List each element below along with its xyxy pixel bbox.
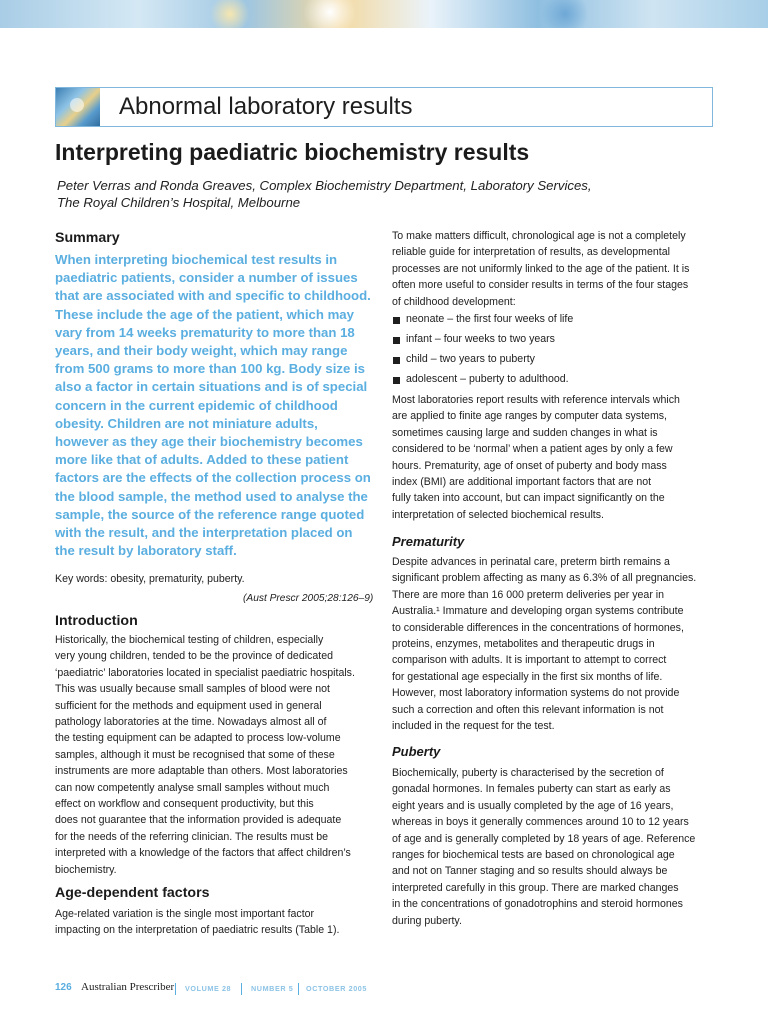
authors-line: The Royal Children’s Hospital, Melbourne [57,195,301,210]
prematurity-paragraph [392,554,696,734]
para-line: of childhood development: [392,295,516,308]
footer-divider [241,983,242,995]
summary-line: years, and their body weight, which may range [55,343,348,359]
para-line: index (BMI) are additional important factors that are not [392,476,652,489]
summary-text [55,251,377,560]
square-bullet-icon [393,357,400,364]
para-line: the testing equipment can be adapted to process low-volume [55,732,341,745]
page-number: 126 [55,982,72,993]
summary-line: however as they age their biochemistry becomes [55,434,363,450]
para-line: sufficient for the methods and equipment used in general [55,699,322,712]
para-line: such a correction and often this relevant information is not [392,703,664,716]
para-line: hours. Prematurity, age of onset of puberty and body mass [392,459,667,472]
section-thumbnail-image [56,88,100,126]
puberty-paragraph [392,765,695,929]
summary-line: concern in the current epidemic of childhood [55,397,338,413]
section-title-box [55,87,713,127]
para-line: and not on Tanner staging and so results should always be [392,865,668,878]
square-bullet-icon [393,337,400,344]
authors-line: Peter Verras and Ronda Greaves, Complex Biochemistry Department, Laboratory Services, [57,178,592,193]
para-line: Age-related variation is the single most important factor [55,908,315,920]
keywords: Key words: obesity, prematurity, puberty. [55,573,245,585]
para-line: gonadal hormones. In females puberty can start as early as [392,783,671,796]
para-line: instruments are more adaptable than others. Most laboratories [55,765,348,778]
right-intro-paragraph [392,228,689,310]
para-line: included in the request for the test. [392,720,555,733]
para-line: reliable guide for interpretation of results, as developmental [392,246,670,259]
para-line: significant problem affecting as many as 6.3% of all pregnancies. [392,572,697,585]
para-line: However, most laboratory information systems do not provide [392,687,680,700]
summary-heading: Summary [55,230,120,246]
age-factors-paragraph [55,906,339,939]
para-line: comparison with adults. It is important to attempt to correct [392,654,667,667]
introduction-heading: Introduction [55,613,138,629]
para-line: sometimes causing large and sudden changes in what is [392,426,658,439]
para-line: very young children, tended to be the province of dedicated [55,650,333,663]
summary-line: more like that of adults. Added to these patient [55,452,349,468]
para-line: eight years and is usually completed by the age of 16 years, [392,799,674,812]
para-line: Despite advances in perinatal care, preterm birth remains a [392,556,670,568]
summary-line: vary from 14 weeks prematurity to more than 18 [55,324,355,340]
summary-line: paediatric patients, consider a number of issues [55,270,358,286]
summary-line: sample, the source of the reference range quoted [55,506,365,522]
para-line: impacting on the interpretation of paediatric results (Table 1). [55,924,340,937]
para-line: to considerable differences in the concentrations of hormones, [392,621,684,634]
para-line: for gestational age especially in the first six months of life. [392,670,663,683]
para-line: considered to be ‘normal’ when a patient ages by only a few [392,443,673,456]
para-line: whereas in boys it generally commences around 10 to 12 years [392,816,689,829]
para-line: There are more than 16 000 preterm deliveries per year in [392,588,665,601]
footer-date: OCTOBER 2005 [306,984,367,993]
summary-line: also a factor in certain situations and is of special [55,379,368,395]
para-line: Australia.¹ Immature and developing organ systems contribute [392,605,684,618]
para-line: in the concentrations of gonadotrophins and steroid hormones [392,898,683,911]
para-line: proteins, enzymes, metabolites and therapeutic drugs in [392,638,655,651]
prematurity-heading: Prematurity [392,534,465,549]
para-line: interpretation of selected biochemical results. [392,508,604,521]
para-line: interpreted with a knowledge of the factors that affect children’s [55,847,351,860]
journal-name: Australian Prescriber [81,981,175,993]
para-line: ranges for biochemical tests are based on chronological age [392,849,675,862]
summary-line: factors are the effects of the collection process on [55,470,371,486]
para-line: This was usually because small samples of blood were not [55,683,330,696]
summary-line: the blood sample, the method used to analyse the [55,488,368,504]
para-line: pathology laboratories at the time. Nowadays almost all of [55,716,327,729]
para-line: Historically, the biochemical testing of children, especially [55,634,324,646]
para-line: ‘paediatric’ laboratories located in specialist paediatric hospitals. [55,666,355,679]
para-line: for the needs of the referring clinician. The results must be [55,830,329,843]
citation: (Aust Prescr 2005;28:126–9) [243,593,374,604]
para-line: fully taken into account, but can impact significantly on the [392,492,665,505]
para-line: To make matters difficult, chronological age is not a completely [392,230,686,242]
reference-intervals-paragraph [392,392,680,523]
para-line: effect on workflow and consequent productivity, but this [55,798,314,811]
summary-line: When interpreting biochemical test results in [55,252,338,267]
footer-divider [175,983,176,995]
article-title: Interpreting paediatric biochemistry results [55,139,530,165]
summary-line: that are associated with and specific to childhood. [55,288,371,304]
para-line: biochemistry. [55,863,117,876]
footer-volume: VOLUME 28 [185,984,232,993]
summary-line: the result by laboratory staff. [55,543,237,559]
para-line: Most laboratories report results with reference intervals which [392,394,680,406]
square-bullet-icon [393,317,400,324]
summary-line: These include the age of the patient, which may [55,306,354,322]
introduction-paragraph [55,632,355,878]
para-line: of age and is generally completed by 18 years of age. Reference [392,832,696,845]
para-line: processes are not uniformly linked to the age of the patient. It is [392,262,690,275]
summary-line: from 500 grams to more than 100 kg. Body size is [55,361,366,377]
summary-line: with the result, and the interpretation placed on [55,525,353,541]
para-line: can now competently analyse small samples without much [55,781,330,794]
footer-number: NUMBER 5 [251,984,294,993]
authors [57,177,697,211]
para-line: does not guarantee that the information provided is adequate [55,814,342,827]
para-line: Biochemically, puberty is characterised by the secretion of [392,767,664,779]
puberty-heading: Puberty [392,744,441,759]
header-banner-image [0,0,768,28]
age-factors-heading: Age-dependent factors [55,885,210,901]
footer-divider [298,983,299,995]
summary-line: obesity. Children are not miniature adults, [55,415,318,431]
para-line: often more useful to consider results in terms of the four stages [392,279,689,292]
para-line: are applied to finite age ranges by computer data systems, [392,410,668,423]
para-line: during puberty. [392,914,462,927]
square-bullet-icon [393,377,400,384]
para-line: samples, although it must be recognised that some of these [55,748,335,761]
section-title: Abnormal laboratory results [119,93,413,120]
para-line: interpreted carefully in this group. There are marked changes [392,881,679,894]
